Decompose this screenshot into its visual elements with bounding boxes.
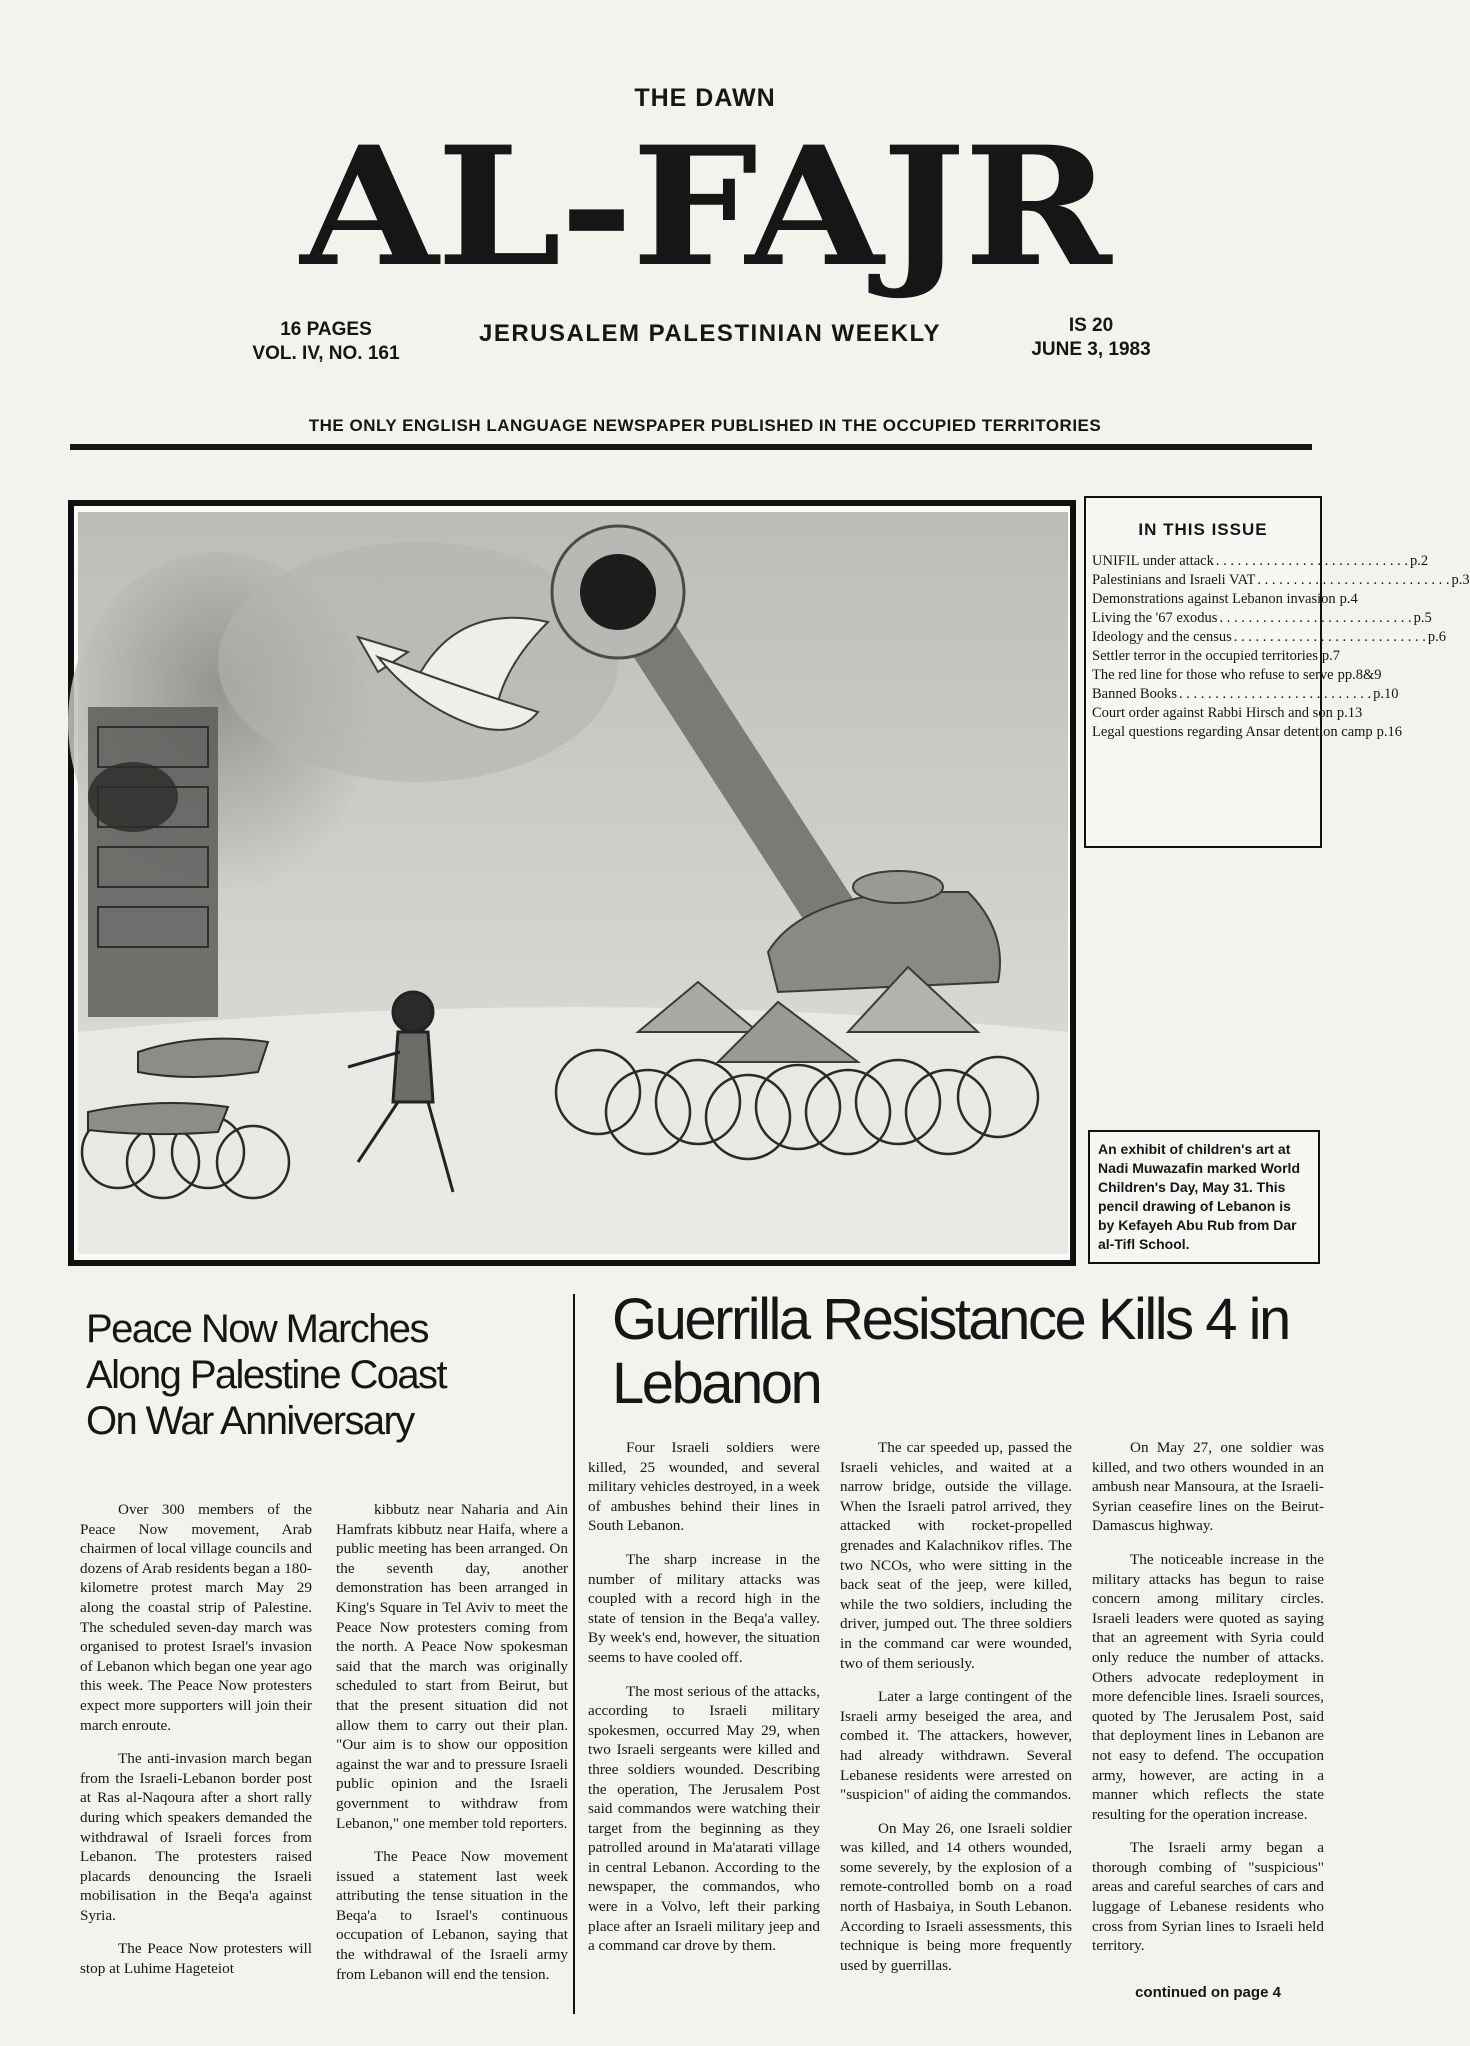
toc-item-page: p.3 — [1451, 572, 1470, 588]
continued-note: continued on page 4 — [1135, 1984, 1281, 2001]
strapline: THE ONLY ENGLISH LANGUAGE NEWSPAPER PUBLISHED IN THE OCCUPIED TERRITORIES — [308, 416, 1102, 435]
drawing-illustration — [78, 512, 1068, 1254]
volume-number: VOL. IV, NO. 161 — [252, 343, 400, 364]
article-paragraph: The anti-invasion march began from the Israeli-Lebanon border post at Ras al-Naqoura after a short rally during which speakers demanded the withdrawal of Israeli forces from Lebanon. The protesters raised placards denouncing the Israeli mobilisation in the Beqa'a against Syria. — [80, 1750, 312, 1924]
headline-guerrilla: Guerrilla Resistance Kills 4 in Lebanon — [612, 1287, 1289, 1416]
toc-item-page: p.5 — [1413, 610, 1432, 626]
toc-item — [1092, 590, 1358, 609]
toc-item-name: UNIFIL under attack — [1092, 553, 1214, 569]
toc-item-name: Ideology and the census — [1092, 629, 1232, 645]
price-date — [1016, 314, 1166, 362]
toc-item — [1092, 666, 1382, 685]
toc-item-name: Banned Books — [1092, 686, 1177, 702]
column-divider — [573, 1294, 575, 2014]
article-paragraph: The Israeli army began a thorough combing of "suspicious" areas and careful searches of cars and luggage of Lebanese residents who cross from Syrian lines to Israeli held territory. — [1092, 1839, 1324, 1955]
toc-item-page: p.4 — [1339, 591, 1358, 607]
article-paragraph: The Peace Now protesters will stop at Luhime Hageteiot — [80, 1940, 312, 1978]
article-paragraph: Four Israeli soldiers were killed, 25 wounded, and several military vehicles destroyed, in a week of ambushes behind their lines in South Lebanon. — [588, 1439, 820, 1535]
toc-leader-dots: . . . . . . . . . . . . . . . . . . . . . . . . . . . — [1257, 572, 1450, 588]
masthead-rule — [70, 444, 1312, 450]
left-story-col-1 — [80, 1500, 312, 1993]
article-paragraph: Later a large contingent of the Israeli army beseiged the area, and combed it. The attackers, however, had already withdrawn. Several Lebanese residents were arrested on "suspicion" of aiding the commandos. — [840, 1688, 1072, 1804]
pencil-drawing — [78, 512, 1068, 1254]
right-story-col-2 — [840, 1438, 1072, 1989]
headline-peace-now: Peace Now Marches Along Palestine Coast On War Anniversary — [86, 1307, 446, 1443]
article-paragraph: On May 26, one Israeli soldier was killed, and 14 others wounded, some severely, by the explosion of a remote-controlled bomb on a road north of Hasbaiya, in South Lebanon. According to Israeli assessments, this technique is being more frequently used by guerrillas. — [840, 1819, 1072, 1974]
toc-item-name: Living the '67 exodus — [1092, 610, 1218, 626]
toc-item-page: p.16 — [1376, 724, 1403, 740]
masthead-title: AL-FAJR — [300, 110, 1110, 303]
toc-list — [1092, 552, 1470, 742]
article-paragraph: kibbutz near Naharia and Ain Hamfrats kibbutz near Haifa, where a public meeting has been arranged. On the seventh day, another demonstration has been arranged in King's Square in Tel Aviv to meet the Peace Now protesters coming from the north. A Peace Now spokesman said that the march was originally scheduled to start from Beirut, but that the present situation did not allow them to carry out their plan. "Our aim is to show our opposition against the war and to pressure Israeli public opinion and the Israeli government to withdraw from Lebanon," one member told reporters. — [336, 1501, 568, 1832]
toc-item-page: p.2 — [1410, 553, 1429, 569]
toc-item-page: pp.8&9 — [1337, 667, 1382, 683]
toc-leader-dots: . . . . . . . . . . . . . . . . . . . . . . . . . . . — [1178, 686, 1372, 702]
toc-item-name: Palestinians and Israeli VAT — [1092, 572, 1256, 588]
right-story-col-1 — [588, 1438, 820, 1970]
toc-item-name: Legal questions regarding Ansar detention camp — [1092, 724, 1373, 740]
toc-item-page: p.13 — [1336, 705, 1363, 721]
toc-leader-dots: . . . . . . . . . . . . . . . . . . . . . . . . . . . — [1215, 553, 1408, 569]
article-paragraph: The sharp increase in the number of military attacks was coupled with a record high in the state of tension in the Beqa'a valley. By week's end, however, the situation seems to have cooled off. — [588, 1550, 820, 1666]
issue-info — [246, 318, 406, 366]
toc-item — [1092, 552, 1429, 571]
toc-item-name: Demonstrations against Lebanon invasion — [1092, 591, 1336, 607]
toc-item — [1092, 704, 1363, 723]
article-paragraph: The car speeded up, passed the Israeli vehicles, and waited at a narrow bridge, outside the village. When the Israeli patrol arrived, they attacked with rocket-propelled grenades and Kalachnikov rifles. The two NCOs, who were sitting in the back seat of the jeep, were killed, while the two soldiers, including the driver, jumped out. The three soldiers in the command car were wounded, two of them seriously. — [840, 1439, 1072, 1672]
page-count: 16 PAGES — [280, 319, 372, 340]
toc-leader-dots: . . . . . . . . . . . . . . . . . . . . . . . . . . . — [1219, 610, 1412, 626]
article-paragraph: Over 300 members of the Peace Now movement, Arab chairmen of local village councils and dozens of Arab residents began a 180-kilometre protest march May 29 along the coastal strip of Palestine. The scheduled seven-day march was organised to protest Israel's invasion of Lebanon which began one year ago this week. The Peace Now protesters expect more supporters will join their march enroute. — [80, 1501, 312, 1734]
article-paragraph: The noticeable increase in the military attacks has begun to raise concern among military circles. Israeli leaders were quoted as saying that an agreement with Syria could only reduce the number of attacks. Others advocate redeployment in more defencible lines. Israeli sources, quoted by The Jerusalem Post, said that deployment lines in Lebanon are not easy to defend. The occupation army, however, are acting in a manner which reflects the state resulting for the operation increase. — [1092, 1550, 1324, 1823]
toc-item-name: Settler terror in the occupied territories — [1092, 648, 1318, 664]
tagline: JERUSALEM PALESTINIAN WEEKLY — [478, 320, 942, 347]
toc-item-name: The red line for those who refuse to serve — [1092, 667, 1334, 683]
toc-item — [1092, 685, 1399, 704]
article-paragraph: The Peace Now movement issued a statement last week attributing the tense situation in the Beqa'a to Israel's continuous occupation of Lebanon, saying that the withdrawal of the Israeli army from Lebanon will end the tension. — [336, 1848, 568, 1983]
toc-item — [1092, 609, 1432, 628]
photo-caption: An exhibit of children's art at Nadi Muwazafin marked World Children's Day, May 31. This pencil drawing of Lebanon is by Kefayeh Abu Rub from Dar al-Tifl School. — [1088, 1130, 1320, 1264]
toc-item-page: p.10 — [1373, 686, 1399, 702]
article-paragraph: The most serious of the attacks, according to Israeli military spokesmen, occurred May 29, when two Israeli sergeants were killed and three soldiers wounded. Describing the operation, The Jerusalem Post said commandos were watching their target from the beginning as they patrolled around in Ma'atarati village in central Lebanon. According to the newspaper, the commandos, who were in a Volvo, left their parking place after an Israeli military jeep and a command car drove by them. — [588, 1682, 820, 1955]
article-paragraph: On May 27, one soldier was killed, and two others wounded in an ambush near Mansoura, at the Israeli-Syrian ceasefire lines on the Beirut-Damascus highway. — [1092, 1439, 1324, 1535]
toc-item — [1092, 723, 1403, 742]
in-this-issue-box — [1084, 496, 1470, 848]
issue-date: JUNE 3, 1983 — [1031, 339, 1151, 360]
toc-item — [1092, 647, 1340, 666]
toc-leader-dots: . . . . . . . . . . . . . . . . . . . . . . . . . . . — [1233, 629, 1426, 645]
toc-item-page: p.6 — [1427, 629, 1446, 645]
toc-item-name: Court order against Rabbi Hirsch and son — [1092, 705, 1333, 721]
toc-item — [1092, 571, 1470, 590]
left-story-col-2 — [336, 1500, 568, 1998]
masthead-kicker: THE DAWN — [634, 84, 776, 112]
toc-title: IN THIS ISSUE — [1138, 520, 1268, 539]
price: IS 20 — [1068, 315, 1114, 336]
toc-item — [1092, 628, 1446, 647]
right-story-col-3 — [1092, 1438, 1324, 1970]
toc-item-page: p.7 — [1321, 648, 1340, 664]
